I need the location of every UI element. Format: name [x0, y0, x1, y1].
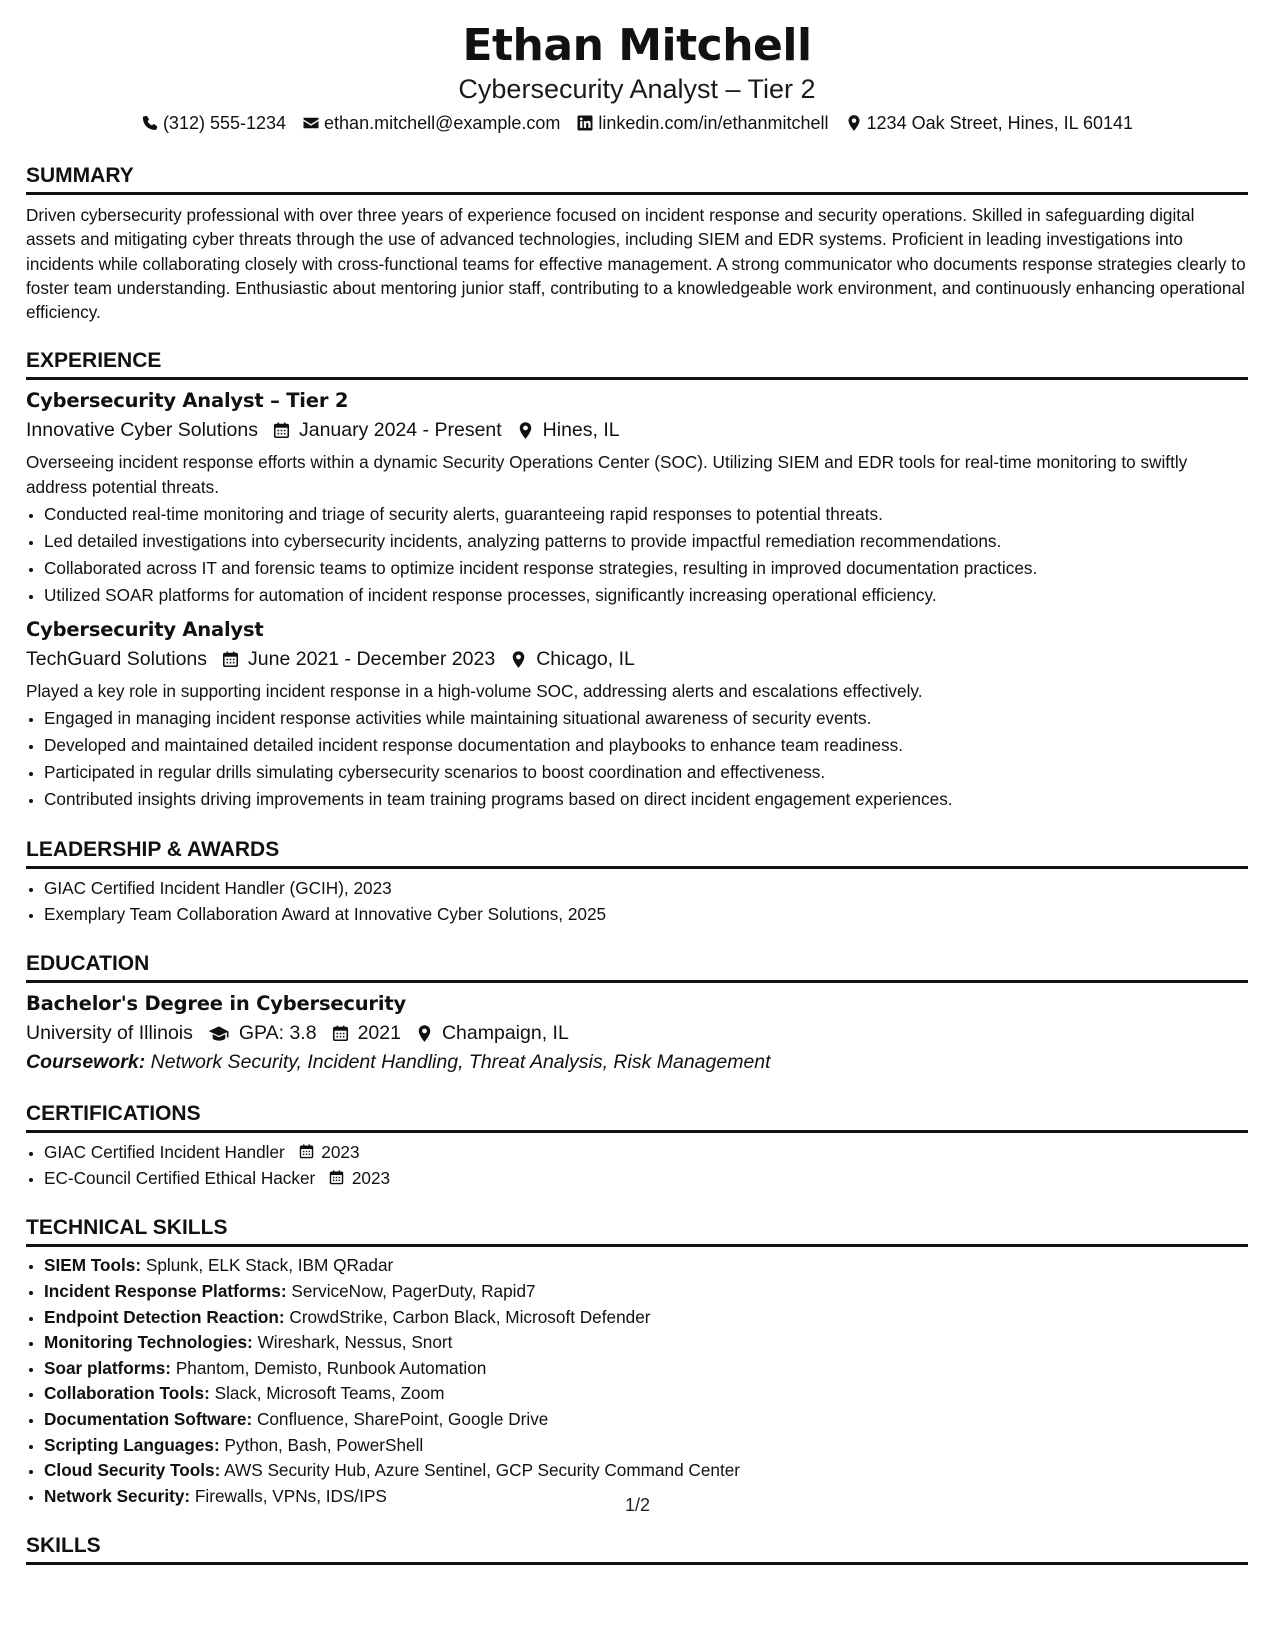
job-dates: January 2024 - Present	[298, 419, 502, 442]
section-heading-skills: SKILLS	[26, 1533, 1248, 1565]
list-item	[44, 1165, 1248, 1191]
job-title: Cybersecurity Analyst – Tier 2	[26, 389, 349, 413]
resume-page	[26, 18, 1248, 1565]
cert-name: EC-Council Certified Ethical Hacker	[44, 1168, 316, 1189]
job-bullets	[26, 501, 1248, 609]
list-item: • Utilized SOAR platforms for automation of incident response processes, significantly increasing operational efficiency.	[44, 582, 1248, 609]
job-location: Chicago, IL	[536, 648, 635, 671]
envelope-icon	[302, 114, 320, 132]
contact-bar	[26, 109, 1248, 137]
list-item: • Participated in regular drills simulating cybersecurity scenarios to boost coordination and effectiveness.	[44, 759, 1248, 786]
certifications-list	[26, 1139, 1248, 1191]
skill-value: AWS Security Hub, Azure Sentinel, GCP Security Command Center	[224, 1460, 741, 1481]
email-text[interactable]: ethan.mitchell@example.com	[324, 113, 561, 133]
cert-name: GIAC Certified Incident Handler	[44, 1142, 285, 1163]
cert-year: 2023	[321, 1142, 360, 1163]
skill-value: Phantom, Demisto, Runbook Automation	[175, 1357, 487, 1378]
section-heading-technical-skills: TECHNICAL SKILLS	[26, 1215, 1248, 1247]
list-item: • Led detailed investigations into cybersecurity incidents, analyzing patterns to provide impactful remediation recommendations.	[44, 528, 1248, 555]
page-number: 1/2	[624, 1495, 651, 1515]
coursework	[26, 1047, 1248, 1077]
list-item: • Collaborated across IT and forensic teams to optimize incident response strategies, resulting in improved documentation practices.	[44, 555, 1248, 582]
section-heading-experience: EXPERIENCE	[26, 348, 1248, 380]
list-item: • Exemplary Team Collaboration Award at Innovative Cyber Solutions, 2025	[44, 901, 1248, 927]
skill-label: Monitoring Technologies:	[44, 1332, 253, 1353]
skill-label: Cloud Security Tools:	[44, 1460, 221, 1481]
awards-list	[26, 875, 1248, 927]
job-meta	[26, 416, 1248, 444]
skill-label: Documentation Software:	[44, 1408, 253, 1429]
map-pin-icon	[509, 650, 528, 669]
graduation-cap-icon	[207, 1024, 231, 1043]
job-title: Cybersecurity Analyst	[26, 618, 264, 642]
phone-icon	[141, 114, 159, 132]
map-pin-icon	[516, 421, 535, 440]
skill-label: Scripting Languages:	[44, 1434, 220, 1455]
job-meta	[26, 645, 1248, 673]
gpa: GPA: 3.8	[238, 1022, 317, 1045]
list-item	[44, 1407, 1248, 1433]
skill-label: Soar platforms:	[44, 1357, 172, 1378]
list-item	[44, 1253, 1248, 1279]
skill-value: ServiceNow, PagerDuty, Rapid7	[291, 1280, 536, 1301]
calendar-icon	[272, 421, 291, 440]
map-pin-icon	[845, 114, 863, 132]
skill-value: Python, Bash, PowerShell	[224, 1434, 424, 1455]
job-bullets	[26, 705, 1248, 813]
list-item	[44, 1458, 1248, 1484]
job-description: Played a key role in supporting incident response in a high-volume SOC, addressing alerts and escalations effectively.	[26, 681, 923, 702]
skill-value: Slack, Microsoft Teams, Zoom	[214, 1383, 445, 1404]
map-pin-icon	[415, 1024, 434, 1043]
resume-header	[26, 18, 1248, 137]
company-name: Innovative Cyber Solutions	[26, 419, 258, 442]
list-item	[44, 1330, 1248, 1356]
section-heading-certifications: CERTIFICATIONS	[26, 1101, 1248, 1133]
calendar-icon	[331, 1024, 350, 1043]
calendar-icon	[328, 1169, 345, 1186]
graduation-year: 2021	[357, 1022, 401, 1045]
list-item: • GIAC Certified Incident Handler (GCIH), 2023	[44, 875, 1248, 901]
skill-label: Incident Response Platforms:	[44, 1280, 287, 1301]
linkedin-icon	[576, 114, 594, 132]
education-meta	[26, 1019, 1248, 1047]
job-location: Hines, IL	[542, 419, 620, 442]
skill-value: Confluence, SharePoint, Google Drive	[256, 1408, 549, 1429]
list-item: • Engaged in managing incident response activities while maintaining situational awareness of security events.	[44, 705, 1248, 732]
list-item: • Developed and maintained detailed incident response documentation and playbooks to enhance team readiness.	[44, 732, 1248, 759]
calendar-icon	[298, 1143, 315, 1160]
skill-label: Endpoint Detection Reaction:	[44, 1306, 285, 1327]
calendar-icon	[221, 650, 240, 669]
experience-entry	[26, 617, 1248, 813]
coursework-list: Network Security, Incident Handling, Threat Analysis, Risk Management	[150, 1051, 771, 1074]
section-heading-education: EDUCATION	[26, 951, 1248, 983]
skill-value: Firewalls, VPNs, IDS/IPS	[194, 1485, 387, 1506]
list-item	[44, 1356, 1248, 1382]
summary-text: Driven cybersecurity professional with over three years of experience focused on incident response and security operations. Skilled in safeguarding digital assets and mitigating cyber threats through the use of advanced technologies, including SIEM and EDR systems. Proficient in leading investigations into incidents while collaborating closely with cross-functional teams for effective management. A strong communicator who documents response strategies clearly to foster team understanding. Enthusiastic about mentoring junior staff, contributing to a knowledgeable work environment, and continuously enhancing operational efficiency.	[26, 205, 1246, 323]
job-dates: June 2021 - December 2023	[248, 648, 496, 671]
cert-year: 2023	[351, 1168, 391, 1189]
candidate-name: Ethan Mitchell	[462, 20, 812, 71]
list-item: • Conducted real-time monitoring and triage of security alerts, guaranteeing rapid responses to potential threats.	[44, 501, 1248, 528]
list-item	[44, 1305, 1248, 1331]
school-name: University of Illinois	[26, 1022, 193, 1045]
skill-value: Wireshark, Nessus, Snort	[257, 1332, 453, 1353]
list-item	[44, 1139, 1248, 1165]
skill-value: Splunk, ELK Stack, IBM QRadar	[145, 1255, 394, 1276]
contact-phone	[141, 109, 286, 137]
section-heading-awards: LEADERSHIP & AWARDS	[26, 837, 1248, 869]
skill-label: Collaboration Tools:	[44, 1383, 210, 1404]
section-heading-summary: SUMMARY	[26, 163, 1248, 195]
skill-label: SIEM Tools:	[44, 1255, 142, 1276]
school-location: Champaign, IL	[441, 1022, 569, 1045]
contact-linkedin[interactable]	[576, 109, 828, 137]
degree-title: Bachelor's Degree in Cybersecurity	[26, 992, 406, 1016]
technical-skills-list	[26, 1253, 1248, 1509]
list-item	[44, 1279, 1248, 1305]
list-item	[44, 1381, 1248, 1407]
list-item: • Contributed insights driving improvements in team training programs based on direct incident engagement experiences.	[44, 786, 1248, 813]
skill-value: CrowdStrike, Carbon Black, Microsoft Defender	[289, 1306, 651, 1327]
experience-entry	[26, 388, 1248, 609]
linkedin-text[interactable]: linkedin.com/in/ethanmitchell	[598, 113, 829, 133]
phone-text: (312) 555-1234	[162, 113, 287, 133]
candidate-title: Cybersecurity Analyst – Tier 2	[458, 74, 816, 104]
address-text: 1234 Oak Street, Hines, IL 60141	[866, 113, 1134, 133]
company-name: TechGuard Solutions	[26, 648, 208, 671]
job-description: Overseeing incident response efforts within a dynamic Security Operations Center (SOC). Utilizing SIEM and EDR tools for real-time monitoring to swiftly address potential threats.	[26, 452, 1188, 497]
coursework-label: Coursework:	[26, 1051, 146, 1074]
skill-label: Network Security:	[44, 1485, 191, 1506]
contact-address	[845, 109, 1134, 137]
contact-email[interactable]	[302, 109, 560, 137]
list-item	[44, 1433, 1248, 1459]
